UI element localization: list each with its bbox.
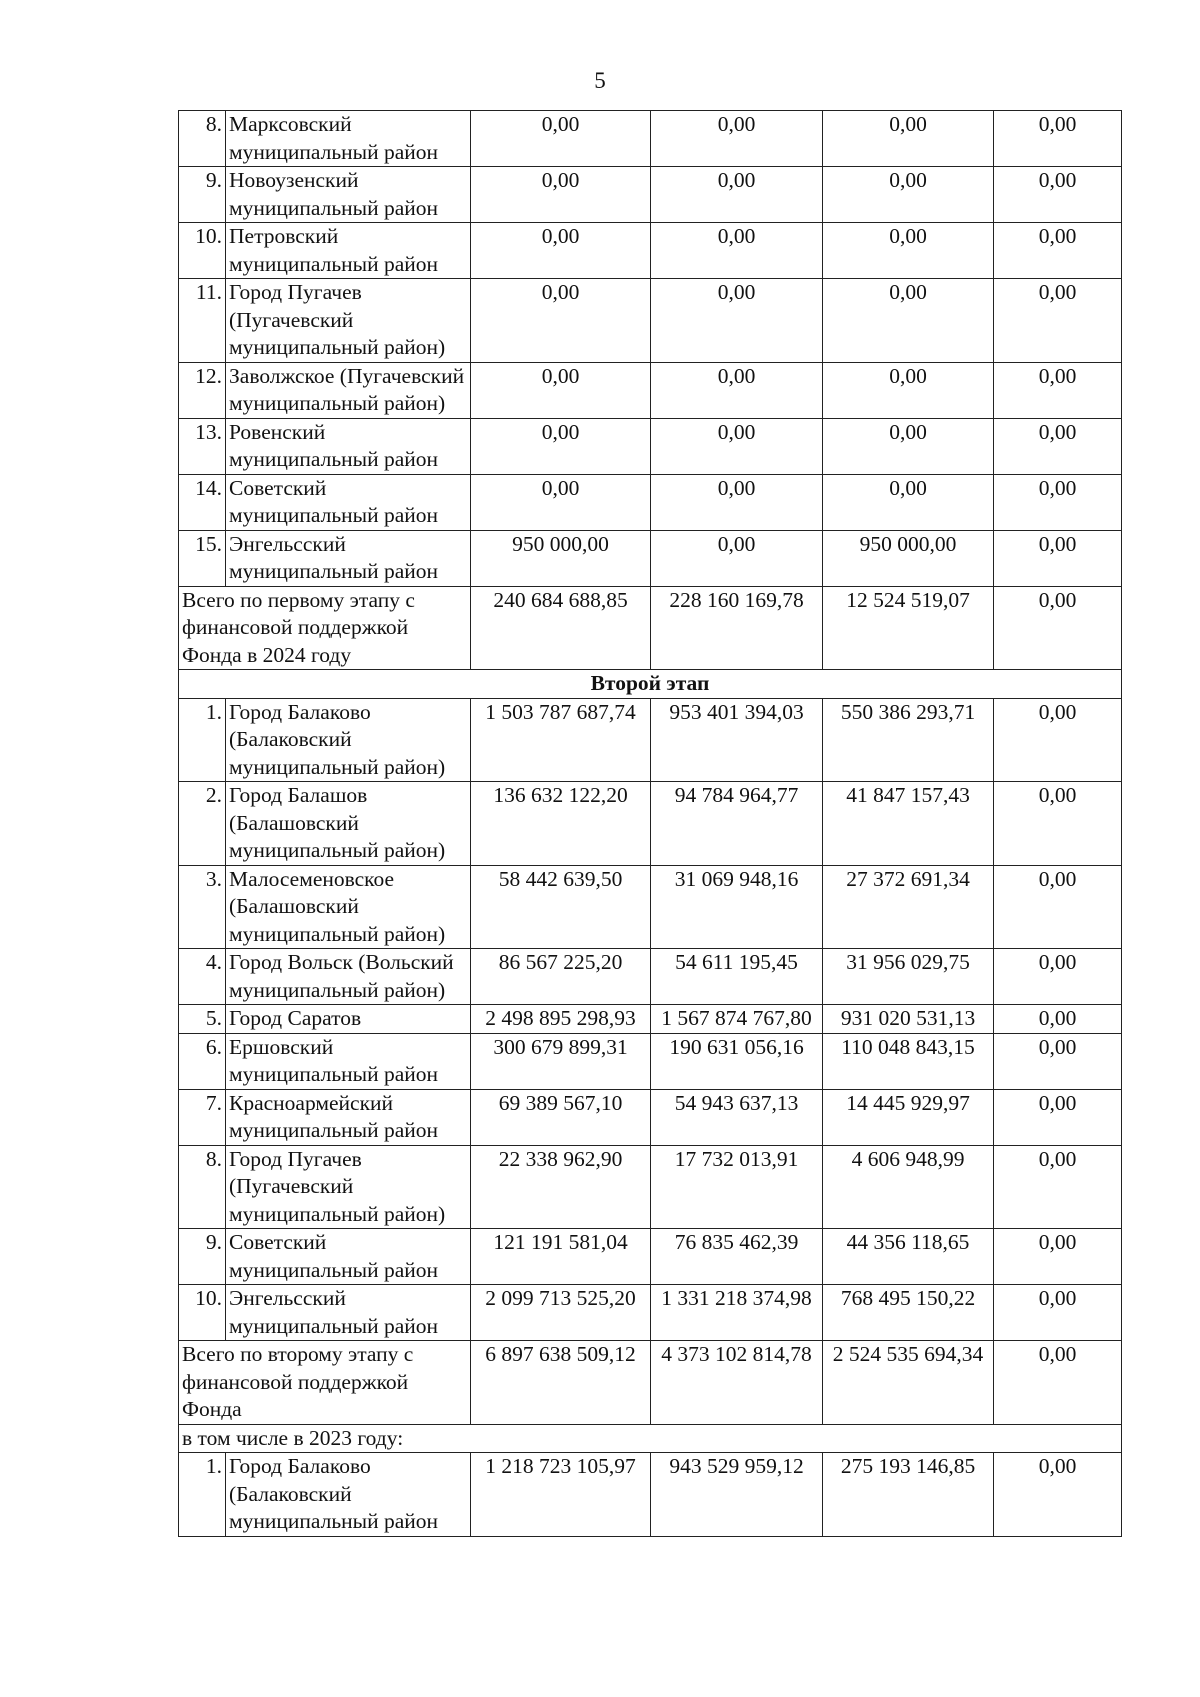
total-amount: 58 442 639,50 (471, 865, 651, 949)
row-number: 1. (179, 1453, 226, 1537)
budget-amount: 0,00 (823, 223, 994, 279)
total-amount: 2 498 895 298,93 (471, 1005, 651, 1034)
total-amount: 300 679 899,31 (471, 1033, 651, 1089)
other-amount: 0,00 (994, 167, 1122, 223)
municipality-name: Ершовский муниципальный район (226, 1033, 471, 1089)
total-amount: 136 632 122,20 (471, 782, 651, 866)
other-amount: 0,00 (994, 223, 1122, 279)
stage1-row (179, 474, 1122, 530)
row-number: 8. (179, 1145, 226, 1229)
funding-table-body (179, 111, 1122, 1537)
fund-amount: 0,00 (651, 362, 823, 418)
total-amount: 0,00 (471, 418, 651, 474)
funding-table (178, 110, 1122, 1537)
municipality-name: Город Балаково (Балаковский муниципальный район) (226, 698, 471, 782)
budget-amount: 31 956 029,75 (823, 949, 994, 1005)
row-number: 10. (179, 1285, 226, 1341)
other-amount: 0,00 (994, 782, 1122, 866)
fund-amount: 54 611 195,45 (651, 949, 823, 1005)
budget-amount: 12 524 519,07 (823, 586, 994, 670)
total-amount: 22 338 962,90 (471, 1145, 651, 1229)
row-number: 14. (179, 474, 226, 530)
budget-amount: 2 524 535 694,34 (823, 1341, 994, 1425)
fund-amount: 0,00 (651, 167, 823, 223)
stage1-row (179, 223, 1122, 279)
fund-amount: 76 835 462,39 (651, 1229, 823, 1285)
municipality-name: Петровский муниципальный район (226, 223, 471, 279)
fund-amount: 0,00 (651, 223, 823, 279)
other-amount: 0,00 (994, 586, 1122, 670)
municipality-name: Энгельсский муниципальный район (226, 1285, 471, 1341)
fund-amount: 1 567 874 767,80 (651, 1005, 823, 1034)
stage2-header-row (179, 670, 1122, 699)
other-amount: 0,00 (994, 698, 1122, 782)
stage2-row (179, 782, 1122, 866)
stage2-row (179, 698, 1122, 782)
total-amount: 950 000,00 (471, 530, 651, 586)
fund-amount: 0,00 (651, 530, 823, 586)
row-number: 3. (179, 865, 226, 949)
fund-amount: 54 943 637,13 (651, 1089, 823, 1145)
fund-amount: 0,00 (651, 111, 823, 167)
stage1-total-row (179, 586, 1122, 670)
fund-amount: 94 784 964,77 (651, 782, 823, 866)
municipality-name: Город Саратов (226, 1005, 471, 1034)
municipality-name: Красноармейский муниципальный район (226, 1089, 471, 1145)
row-number: 9. (179, 1229, 226, 1285)
including-2023-row (179, 1424, 1122, 1453)
row-number: 12. (179, 362, 226, 418)
total-amount: 121 191 581,04 (471, 1229, 651, 1285)
row-number: 4. (179, 949, 226, 1005)
including-2023-label: в том числе в 2023 году: (179, 1424, 1122, 1453)
budget-amount: 550 386 293,71 (823, 698, 994, 782)
total-amount: 69 389 567,10 (471, 1089, 651, 1145)
other-amount: 0,00 (994, 1033, 1122, 1089)
stage2-row (179, 865, 1122, 949)
budget-amount: 14 445 929,97 (823, 1089, 994, 1145)
page-number: 5 (594, 68, 606, 93)
row-number: 7. (179, 1089, 226, 1145)
row-number: 5. (179, 1005, 226, 1034)
other-amount: 0,00 (994, 1341, 1122, 1425)
stage1-row (179, 111, 1122, 167)
budget-amount: 110 048 843,15 (823, 1033, 994, 1089)
stage2-title: Второй этап (179, 670, 1122, 699)
total-amount: 240 684 688,85 (471, 586, 651, 670)
total-amount: 0,00 (471, 362, 651, 418)
total-amount: 0,00 (471, 474, 651, 530)
fund-amount: 1 331 218 374,98 (651, 1285, 823, 1341)
other-amount: 0,00 (994, 865, 1122, 949)
other-amount: 0,00 (994, 1005, 1122, 1034)
stage2-row (179, 1229, 1122, 1285)
row-number: 2. (179, 782, 226, 866)
other-amount: 0,00 (994, 1089, 1122, 1145)
row-number: 6. (179, 1033, 226, 1089)
budget-amount: 768 495 150,22 (823, 1285, 994, 1341)
total-amount: 2 099 713 525,20 (471, 1285, 651, 1341)
stage2-row (179, 1033, 1122, 1089)
total-amount: 6 897 638 509,12 (471, 1341, 651, 1425)
stage1-row (179, 362, 1122, 418)
other-amount: 0,00 (994, 949, 1122, 1005)
municipality-name: Советский муниципальный район (226, 474, 471, 530)
row-number: 13. (179, 418, 226, 474)
total-amount: 0,00 (471, 223, 651, 279)
municipality-name: Малосеменовское (Балашовский муниципальный район) (226, 865, 471, 949)
total-amount: 1 503 787 687,74 (471, 698, 651, 782)
fund-amount: 4 373 102 814,78 (651, 1341, 823, 1425)
municipality-name: Город Пугачев (Пугачевский муниципальный район) (226, 1145, 471, 1229)
budget-amount: 275 193 146,85 (823, 1453, 994, 1537)
budget-amount: 950 000,00 (823, 530, 994, 586)
fund-amount: 0,00 (651, 279, 823, 363)
municipality-name: Новоузенский муниципальный район (226, 167, 471, 223)
budget-amount: 0,00 (823, 279, 994, 363)
fund-amount: 17 732 013,91 (651, 1145, 823, 1229)
stage1-row (179, 418, 1122, 474)
other-amount: 0,00 (994, 530, 1122, 586)
fund-amount: 0,00 (651, 418, 823, 474)
row-number: 8. (179, 111, 226, 167)
stage2-total-row (179, 1341, 1122, 1425)
fund-amount: 228 160 169,78 (651, 586, 823, 670)
other-amount: 0,00 (994, 111, 1122, 167)
municipality-name: Марксовский муниципальный район (226, 111, 471, 167)
municipality-name: Город Балашов (Балашовский муниципальный район) (226, 782, 471, 866)
other-amount: 0,00 (994, 418, 1122, 474)
stage2-row (179, 1089, 1122, 1145)
total-amount: 0,00 (471, 167, 651, 223)
budget-amount: 44 356 118,65 (823, 1229, 994, 1285)
other-amount: 0,00 (994, 1145, 1122, 1229)
total-amount: 0,00 (471, 279, 651, 363)
budget-amount: 0,00 (823, 167, 994, 223)
fund-amount: 190 631 056,16 (651, 1033, 823, 1089)
stage1-row (179, 167, 1122, 223)
budget-amount: 41 847 157,43 (823, 782, 994, 866)
total-label: Всего по первому этапу с финансовой поддержкой Фонда в 2024 году (179, 586, 471, 670)
other-amount: 0,00 (994, 279, 1122, 363)
total-amount: 0,00 (471, 111, 651, 167)
stage2-row (179, 1145, 1122, 1229)
stage2-row (179, 1005, 1122, 1034)
other-amount: 0,00 (994, 362, 1122, 418)
other-amount: 0,00 (994, 1229, 1122, 1285)
fund-amount: 943 529 959,12 (651, 1453, 823, 1537)
other-amount: 0,00 (994, 1285, 1122, 1341)
budget-amount: 0,00 (823, 111, 994, 167)
stage1-row (179, 530, 1122, 586)
row-number: 9. (179, 167, 226, 223)
budget-amount: 0,00 (823, 474, 994, 530)
total-label: Всего по второму этапу с финансовой поддержкой Фонда (179, 1341, 471, 1425)
fund-amount: 31 069 948,16 (651, 865, 823, 949)
row-number: 11. (179, 279, 226, 363)
stage2-row (179, 949, 1122, 1005)
row-number: 15. (179, 530, 226, 586)
row-number: 1. (179, 698, 226, 782)
budget-amount: 27 372 691,34 (823, 865, 994, 949)
municipality-name: Город Балаково (Балаковский муниципальный район (226, 1453, 471, 1537)
municipality-name: Ровенский муниципальный район (226, 418, 471, 474)
total-amount: 1 218 723 105,97 (471, 1453, 651, 1537)
municipality-name: Город Пугачев (Пугачевский муниципальный район) (226, 279, 471, 363)
budget-amount: 931 020 531,13 (823, 1005, 994, 1034)
municipality-name: Энгельсский муниципальный район (226, 530, 471, 586)
stage2-row (179, 1285, 1122, 1341)
fund-amount: 953 401 394,03 (651, 698, 823, 782)
total-amount: 86 567 225,20 (471, 949, 651, 1005)
budget-amount: 4 606 948,99 (823, 1145, 994, 1229)
fund-amount: 0,00 (651, 474, 823, 530)
other-amount: 0,00 (994, 1453, 1122, 1537)
budget-amount: 0,00 (823, 362, 994, 418)
row-2023 (179, 1453, 1122, 1537)
municipality-name: Город Вольск (Вольский муниципальный район) (226, 949, 471, 1005)
row-number: 10. (179, 223, 226, 279)
stage1-row (179, 279, 1122, 363)
municipality-name: Советский муниципальный район (226, 1229, 471, 1285)
municipality-name: Заволжское (Пугачевский муниципальный район) (226, 362, 471, 418)
budget-amount: 0,00 (823, 418, 994, 474)
other-amount: 0,00 (994, 474, 1122, 530)
